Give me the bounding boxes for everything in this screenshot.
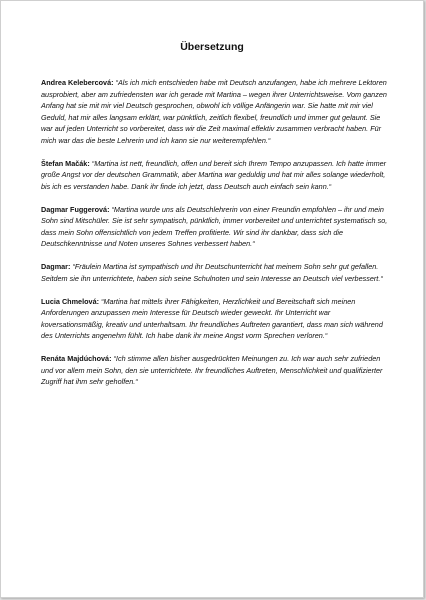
author-name: Dagmar:: [41, 262, 71, 271]
testimonial-text: “Fräulein Martina ist sympathisch und ihr Deutschunterricht hat meinem Sohn sehr gut gefallen. Seitdem sie ihn unterrichtete, haben sich seine Schulnoten und sein Interesse an Deutsch viel verbessert.“: [41, 262, 383, 283]
author-name: Dagmar Fuggerová:: [41, 204, 110, 214]
testimonial: [41, 158, 388, 193]
testimonial: [41, 204, 388, 250]
testimonial-text: “Martina hat mittels ihrer Fähigkeiten, Herzlichkeit und Bereitschaft sich meinen Anforderungen anzupassen mein Interesse für Deutsch wieder geweckt. Ihr Unterricht war koversationsmäßig, kreativ und unterhaltsam. Ihr freundliches Auftreten garantiert, dass man sich während des Unterrichts angenehm fühlt. Ich habe dank ihr meine Angst vorm Sprechen verloren.“: [41, 296, 383, 340]
testimonial-text: “Als ich mich entschieden habe mit Deutsch anzufangen, habe ich mehrere Lektoren ausprobiert, aber am zufriedensten war ich gerade mit Martina – wegen ihrer Unterrichtsweise. Vom ganzen Anfang hat sie mit mir viel Deutsch gesprochen, obwohl ich völlige Anfängerin war. Sie hatte mit mir viel Geduld, hat mir alles langsam erklärt, war pünktlich, zeitlich flexibel, freundlich und immer gut gelaunt. Sie war auf jeden Unterricht so vorbereitet, dass wir die Zeit maximal effektiv zusammen verbracht haben. Für mich war das die beste Lehrerin und ich kann sie nur weiterempfehlen.“: [41, 78, 387, 145]
testimonial: [41, 296, 388, 342]
testimonial: [41, 77, 388, 146]
testimonial-text: “Ich stimme allen bisher ausgedrückten Meinungen zu. Ich war auch sehr zufrieden und vor allem mein Sohn, den sie unterrichtete. Ihr freundliches Auftreten, Menschlichkeit und qualifizierter Zugriff hat ihm sehr geholfen.“: [41, 354, 383, 386]
testimonial-text: “Martina ist nett, freundlich, offen und bereit sich Ihrem Tempo anzupassen. Ich hatte immer große Angst vor der deutschen Grammatik, aber Martina war geduldig und hat mir alles solange wiederholt, bis ich es verstanden habe. Dank ihr finde ich jetzt, dass Deutsch auch einfach sein kann.“: [41, 158, 387, 191]
testimonial: [41, 261, 388, 284]
testimonials: [41, 77, 388, 399]
author-name: Renáta Majdúchová:: [41, 354, 112, 363]
author-name: Lucia Chmelová:: [41, 296, 100, 306]
author-name: Andrea Kelebercová:: [41, 78, 114, 87]
testimonial-text: “Martina wurde uns als Deutschlehrerin von einer Freundin empfohlen – ihr und mein Sohn sind Mitschüler. Sie ist sehr sympatisch, pünktlich, immer vorbereitet und unterrichtet systematisch so, dass mein Sohn offensichtlich von jedem Treffen profitierte. Wir sind ihr dankbar, dass sich die Deutschkenntnisse und Noten unseres Sohnes verbessert haben.“: [41, 204, 388, 248]
testimonial: [41, 353, 388, 388]
author-name: Štefan Mačák:: [41, 158, 90, 168]
page-title: Übersetzung: [180, 41, 244, 53]
